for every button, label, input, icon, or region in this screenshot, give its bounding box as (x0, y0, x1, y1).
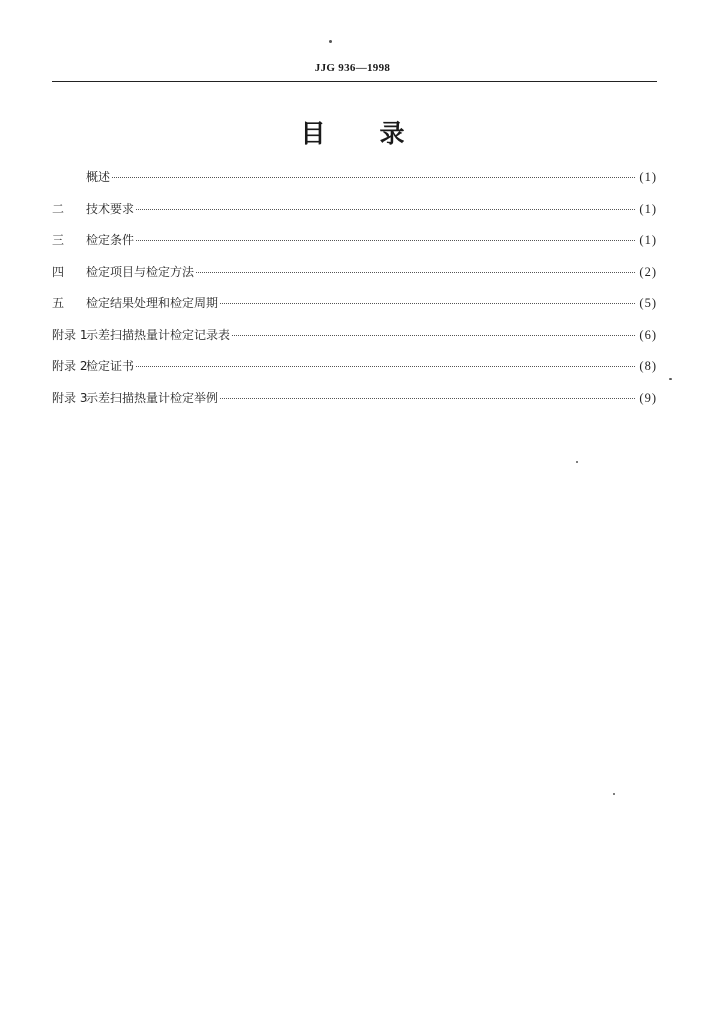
toc-entry-page: (9) (639, 390, 657, 405)
toc-entry[interactable] (52, 326, 657, 358)
scan-speck (669, 378, 672, 380)
toc-leader-dots (112, 176, 635, 178)
toc-leader-dots (232, 334, 635, 336)
toc-entry-page: (1) (639, 201, 657, 216)
toc-entry-page: (5) (639, 296, 657, 310)
scan-speck (613, 793, 615, 795)
toc-entry-number: 二 (52, 201, 65, 216)
toc-entry-label: 概述 (86, 170, 111, 184)
header-rule (52, 81, 657, 82)
toc-entry[interactable] (52, 389, 657, 421)
toc-entry[interactable] (52, 231, 657, 263)
toc-entry-label: 技术要求 (86, 201, 135, 216)
toc-entry-page: (6) (639, 327, 657, 342)
scan-speck (576, 461, 578, 463)
toc-entry-label: 检定结果处理和检定周期 (86, 296, 219, 310)
toc-entry-page: (1) (639, 170, 657, 184)
toc-leader-dots (136, 208, 635, 210)
toc-entry-label: 检定证书 (86, 359, 135, 373)
scan-speck (329, 40, 332, 43)
toc-entry-number: 附录 3 (52, 390, 88, 405)
standard-code: JJG 936—1998 (314, 62, 391, 74)
toc-entry-label: 检定条件 (86, 233, 135, 247)
page-title: 目录 (300, 119, 459, 148)
toc-entry[interactable] (52, 294, 657, 326)
toc-entry-label: 示差扫描热量计检定举例 (86, 390, 219, 405)
toc-entry-number: 附录 1 (52, 327, 88, 342)
toc-entry[interactable] (52, 200, 657, 232)
toc-entry-number: 附录 2 (52, 359, 88, 373)
toc-entry[interactable] (52, 357, 657, 389)
table-of-contents (52, 168, 657, 420)
toc-entry-number: 五 (52, 296, 65, 310)
toc-entry[interactable] (52, 263, 657, 295)
toc-entry-number: 四 (52, 264, 65, 279)
toc-entry-page: (2) (639, 264, 657, 279)
toc-leader-dots (220, 397, 635, 399)
toc-leader-dots (220, 302, 635, 304)
toc-entry-label: 示差扫描热量计检定记录表 (86, 327, 231, 342)
toc-leader-dots (196, 271, 635, 273)
toc-entry-number: 三 (52, 233, 65, 247)
toc-entry[interactable] (52, 168, 657, 200)
toc-entry-label: 检定项目与检定方法 (86, 264, 195, 279)
toc-leader-dots (136, 365, 635, 367)
toc-entry-page: (8) (639, 359, 657, 373)
toc-entry-page: (1) (639, 233, 657, 247)
toc-leader-dots (136, 239, 635, 241)
